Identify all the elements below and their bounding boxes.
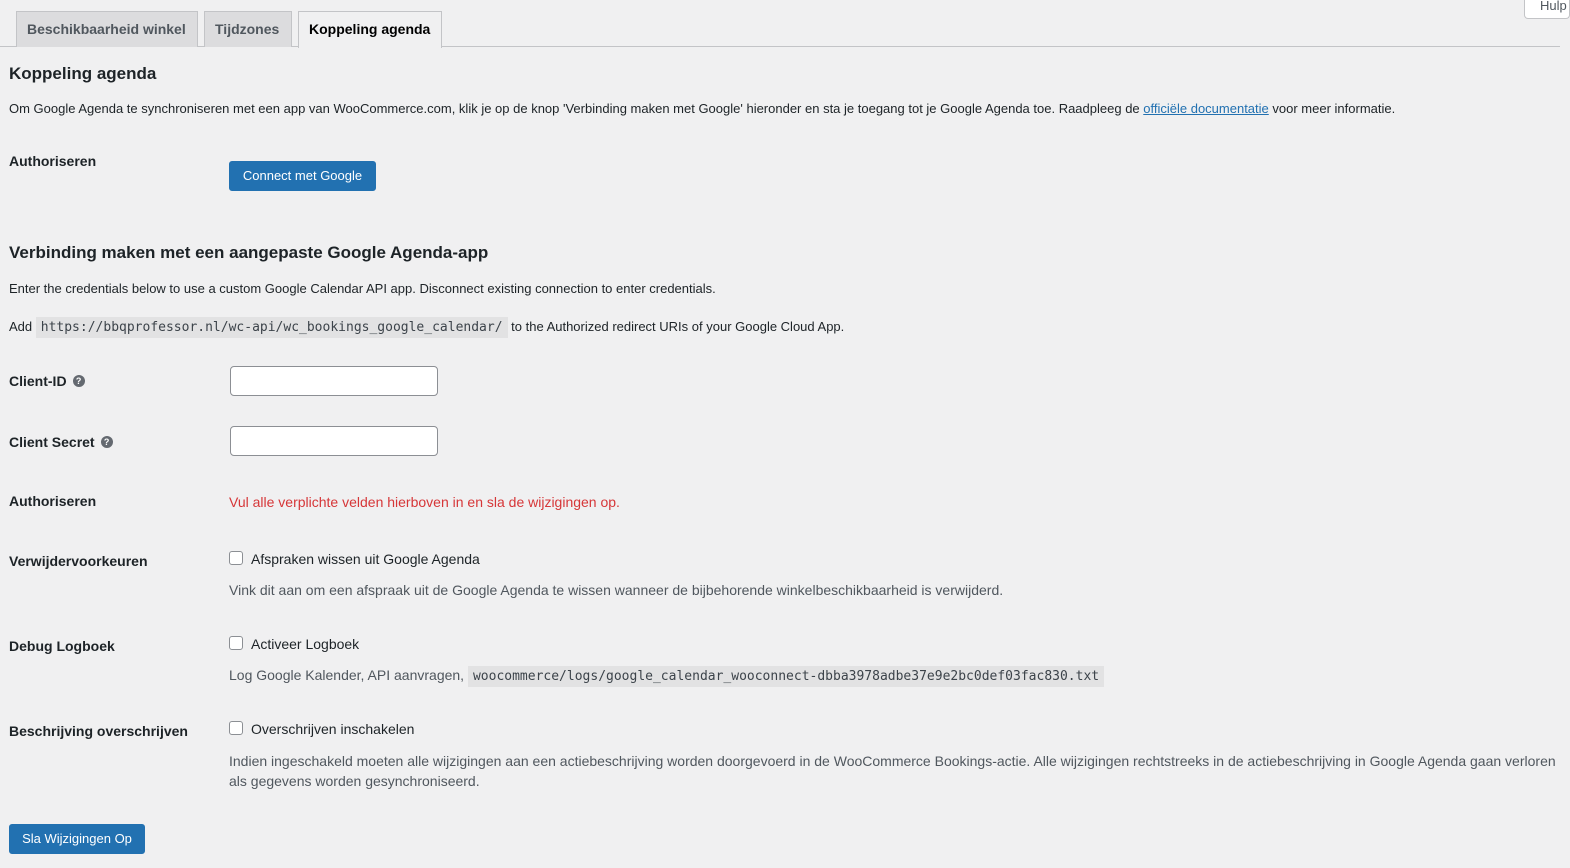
help-icon[interactable]: ? (101, 436, 113, 448)
section-description (9, 101, 1395, 116)
override-option (229, 721, 414, 737)
debug-log-checkbox-label[interactable]: Activeer Logboek (251, 636, 360, 652)
override-hint: Indien ingeschakeld moeten alle wijzigingen aan een actiebeschrijving worden doorgevoerd in de WooCommerce Bookings-actie. Alle wijzigingen rechtstreeks in de actiebeschrijving in Google Agenda gaan verloren als gegevens worden gesynchroniseerd. (229, 753, 1556, 789)
tab-tijdzones[interactable]: Tijdzones (204, 11, 292, 47)
delete-events-checkbox[interactable] (229, 551, 243, 565)
client-secret-label-text: Client Secret (9, 434, 95, 450)
help-icon[interactable]: ? (73, 375, 85, 387)
debug-log-hint (229, 665, 1104, 687)
description-text: Om Google Agenda te synchroniseren met een app van WooCommerce.com, klik je op de knop 'Verbinding maken met Google' hieronder en sta je toegang tot je Google Agenda toe. Raadpleeg de (9, 101, 1144, 116)
client-secret-label (9, 434, 113, 450)
delete-events-option (229, 551, 480, 567)
client-id-label-text: Client-ID (9, 373, 67, 389)
debug-log-label: Debug Logboek (9, 638, 115, 654)
connect-google-button[interactable]: Connect met Google (229, 161, 376, 191)
authorize-label: Authoriseren (9, 153, 97, 169)
override-description-label: Beschrijving overschrijven (9, 723, 188, 739)
client-secret-field[interactable] (230, 426, 438, 456)
documentation-link[interactable]: officiële documentatie (1143, 101, 1269, 116)
authorize-label-custom: Authoriseren (9, 493, 97, 509)
redirect-uri-instruction (9, 319, 844, 335)
save-changes-button[interactable]: Sla Wijzigingen Op (9, 824, 145, 854)
section-title-custom-app: Verbinding maken met een aangepaste Google Agenda-app (9, 243, 489, 262)
redirect-suffix: to the Authorized redirect URIs of your Google Cloud App. (507, 319, 845, 334)
tab-bar (0, 0, 1560, 47)
debug-log-option (229, 636, 359, 652)
client-id-field[interactable] (230, 366, 438, 396)
authorize-error-message: Vul alle verplichte velden hierboven in en sla de wijzigingen op. (229, 494, 620, 510)
help-tab[interactable]: Hulp (1524, 0, 1570, 19)
description-text-end: voor meer informatie. (1268, 101, 1396, 116)
delete-preferences-label: Verwijdervoorkeuren (9, 553, 148, 569)
tab-koppeling-agenda[interactable]: Koppeling agenda (298, 11, 442, 48)
section-title-koppeling-agenda: Koppeling agenda (9, 64, 157, 83)
custom-app-description: Enter the credentials below to use a custom Google Calendar API app. Disconnect existing connection to enter credentials. (9, 281, 716, 296)
delete-events-hint: Vink dit aan om een afspraak uit de Google Agenda te wissen wanneer de bijbehorende winkelbeschikbaarheid is verwijderd. (229, 582, 1004, 598)
debug-log-hint-text: Log Google Kalender, API aanvragen, (229, 667, 468, 683)
debug-log-path: woocommerce/logs/google_calendar_wooconnect-dbba3978adbe37e9e2bc0def03fac830.txt (468, 666, 1104, 687)
tab-beschikbaarheid-winkel[interactable]: Beschikbaarheid winkel (16, 11, 198, 47)
client-id-label (9, 373, 85, 389)
override-checkbox-label[interactable]: Overschrijven inschakelen (251, 721, 415, 737)
debug-log-checkbox[interactable] (229, 636, 243, 650)
redirect-url: https://bbqprofessor.nl/wc-api/wc_bookings_google_calendar/ (36, 317, 508, 338)
redirect-prefix: Add (9, 319, 36, 334)
override-checkbox[interactable] (229, 721, 243, 735)
delete-events-checkbox-label[interactable]: Afspraken wissen uit Google Agenda (251, 551, 480, 567)
